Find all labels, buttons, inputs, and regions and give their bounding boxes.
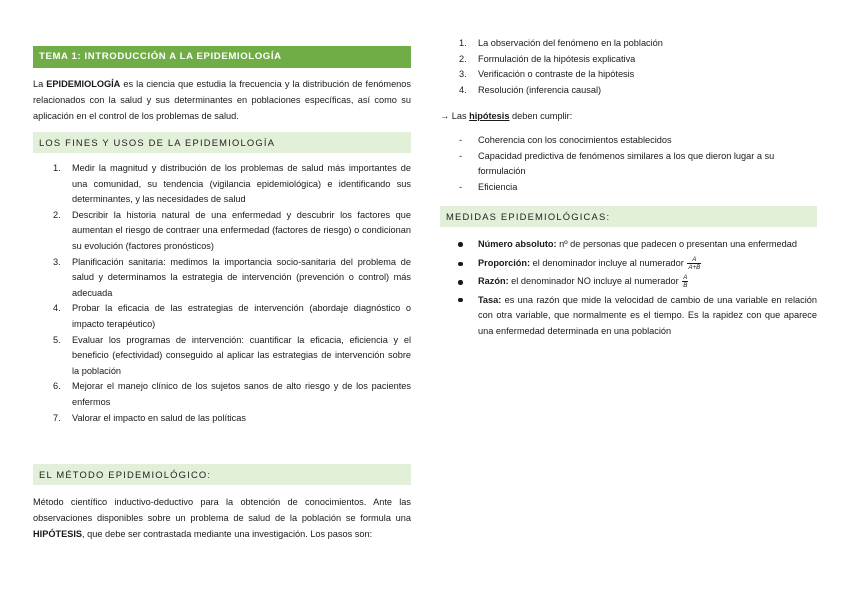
- list-item: [459, 67, 817, 83]
- list-item-text: Medir la magnitud y distribución de los problemas de salud más importantes de una comunidad, su tendencia (vigilancia epidemiológica) e identificando sus determinantes, y las necesidades de salud: [72, 163, 411, 205]
- list-item: [53, 301, 411, 332]
- razon-label: Razón:: [478, 276, 509, 287]
- intro-bold-term: EPIDEMIOLOGÍA: [46, 79, 121, 89]
- list-item: [459, 83, 817, 99]
- intro-paragraph: [33, 76, 411, 124]
- bullet-icon: [458, 262, 463, 267]
- list-number: 2.: [53, 209, 61, 220]
- hipotesis-list: [459, 133, 817, 195]
- list-number: 7.: [53, 412, 61, 423]
- list-item-text: Mejorar el manejo clínico de los sujetos sanos de alto riesgo y de los pacientes enfermos: [72, 381, 411, 407]
- metodo-text-1: Método científico inductivo-deductivo para la obtención de conocimientos. Ante las observaciones disponibles sobre un problema de salud de la población se formula una: [33, 497, 411, 524]
- list-number: 1.: [53, 163, 61, 173]
- list-item-text: Valorar el impacto en salud de las políticas: [72, 412, 246, 423]
- list-item: [53, 161, 411, 208]
- list-item-text: Formulación de la hipótesis explicativa: [478, 53, 636, 64]
- list-item: [53, 255, 411, 302]
- absoluto-label: Número absoluto:: [478, 239, 557, 250]
- dash-icon: -: [459, 181, 463, 192]
- list-number: 4.: [459, 84, 467, 95]
- proporcion-label: Proporción:: [478, 257, 531, 268]
- fraction-numerator: A: [683, 274, 688, 282]
- intro-rest: es la ciencia que estudia la frecuencia y la distribución de fenómenos relacionados con la salud y sus determinantes en poblaciones específicas, así como su aplicación en el control de los problemas de salud.: [33, 79, 411, 121]
- list-item: [53, 333, 411, 380]
- metodo-paragraph: [33, 494, 411, 542]
- list-item-text: Describir la historia natural de una enfermedad y descubrir los factores que aumentan el riesgo de contraer una enfermedad (factores de riesgo) o condicionan su evolución (factores pronósticos): [72, 209, 411, 251]
- list-number: 5.: [53, 334, 61, 345]
- hipotesis-prefix: Las: [449, 111, 470, 122]
- absoluto-text: nº de personas que padecen o presentan una enfermedad: [556, 239, 797, 250]
- list-item-text: Evaluar los programas de intervención: cuantificar la eficacia, eficiencia y el beneficio (efectividad) conseguido al aplicar las estrategias de intervención sobre la población: [72, 334, 411, 376]
- list-item: [459, 52, 817, 68]
- medidas-list: [478, 237, 817, 339]
- list-number: 4.: [53, 303, 61, 314]
- dash-icon: -: [459, 135, 463, 146]
- list-item: [53, 379, 411, 410]
- page-title: TEMA 1: INTRODUCCIÓN A LA EPIDEMIOLOGÍA: [33, 46, 411, 68]
- medidas-heading: MEDIDAS EPIDEMIOLÓGICAS:: [440, 206, 817, 227]
- proporcion-fraction: [687, 256, 701, 271]
- list-item-text: Verificación o contraste de la hipótesis: [478, 69, 635, 80]
- bullet-icon: [458, 298, 463, 303]
- list-item: [53, 411, 411, 427]
- razon-fraction: [682, 274, 688, 289]
- list-item-text: Planificación sanitaria: medimos la importancia socio-sanitaria del problema de salud y determinamos la estrategia de intervención (prevención o control) más adecuada: [72, 256, 411, 298]
- fraction-denominator: B: [683, 282, 688, 290]
- tasa-text: es una razón que mide la velocidad de cambio de una variable en relación con otra variable, que normalmente es el tiempo. Es la rapidez con que aparece una enfermedad determinada en una población: [478, 294, 817, 336]
- list-item-text: Probar la eficacia de las estrategias de intervención (abordaje diagnóstico o impacto terapéutico): [72, 303, 411, 329]
- metodo-text-2: , que debe ser contrastada mediante una investigación. Los pasos son:: [82, 529, 373, 540]
- medida-razon: [478, 274, 817, 290]
- list-item-text: Coherencia con los conocimientos establecidos: [478, 135, 672, 146]
- list-number: 1.: [459, 38, 467, 48]
- list-number: 2.: [459, 53, 467, 64]
- list-number: 3.: [459, 69, 467, 80]
- list-item-text: Eficiencia: [478, 181, 518, 192]
- list-item: [459, 180, 817, 196]
- list-item-text: Resolución (inferencia causal): [478, 84, 602, 95]
- list-item: [459, 149, 817, 180]
- medida-numero-absoluto: [478, 237, 817, 253]
- intro-prefix: La: [33, 79, 47, 89]
- metodo-bold-term: HIPÓTESIS: [33, 529, 83, 540]
- list-item: [459, 36, 817, 52]
- list-item: [53, 208, 411, 255]
- dash-icon: -: [459, 150, 463, 161]
- list-item: [459, 133, 817, 149]
- list-number: 3.: [53, 256, 61, 267]
- fraction-numerator: A: [687, 256, 701, 264]
- bullet-icon: [458, 242, 463, 247]
- bullet-icon: [458, 280, 463, 285]
- fines-list: [53, 161, 411, 426]
- hipotesis-term: hipótesis: [469, 111, 510, 122]
- list-number: 6.: [53, 381, 61, 392]
- list-item-text: La observación del fenómeno en la población: [478, 38, 663, 48]
- metodo-heading: EL MÉTODO EPIDEMIOLÓGICO:: [33, 464, 411, 485]
- hipotesis-suffix: deben cumplir:: [509, 111, 573, 122]
- tasa-label: Tasa:: [478, 294, 502, 305]
- proporcion-text: el denominador incluye al numerador: [530, 257, 687, 268]
- razon-text: el denominador NO incluye al numerador: [508, 276, 682, 287]
- pasos-list: [459, 36, 817, 98]
- right-column: [440, 0, 817, 339]
- medida-proporcion: [478, 256, 817, 272]
- fines-heading: LOS FINES Y USOS DE LA EPIDEMIOLOGÍA: [33, 132, 411, 153]
- list-item-text: Capacidad predictiva de fenómenos similares a los que dieron lugar a su formulación: [478, 150, 775, 177]
- fraction-denominator: A+B: [688, 263, 701, 271]
- arrow-icon: →: [440, 111, 450, 122]
- medida-tasa: [478, 293, 817, 340]
- left-column: [33, 0, 411, 542]
- hipotesis-line: [440, 108, 817, 124]
